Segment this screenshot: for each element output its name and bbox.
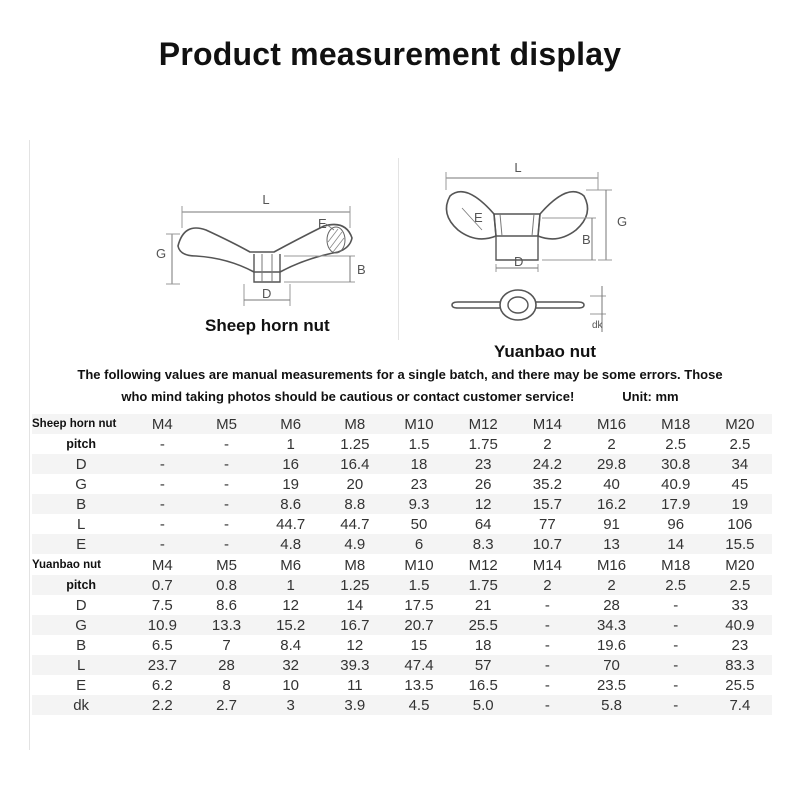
table-cell: 6 [387,534,451,554]
dim-label-L: L [514,160,522,175]
table-cell: - [194,454,258,474]
table-cell: 17.9 [644,494,708,514]
table-cell: 2 [607,435,616,453]
table-cell: - [644,655,708,675]
table-cell: 35.2 [532,475,562,493]
table-cell: - [544,596,550,614]
table-cell: 50 [410,515,428,533]
table-cell: 106 [727,515,753,533]
table-cell: 18 [387,454,451,474]
table-cell: 64 [474,515,492,533]
size-header: M20 [708,414,772,434]
sheep-horn-nut-caption: Sheep horn nut [205,316,330,335]
table-cell: 14 [346,596,364,614]
unit-label: Unit: mm [622,389,679,404]
table-cell: 19.6 [596,636,627,654]
table-row [32,695,772,715]
dim-label-L: L [262,192,270,207]
table-cell: 2.5 [644,575,708,595]
table-cell: 25.5 [451,615,515,635]
dim-label-G: G [156,246,167,261]
size-header: M10 [387,414,451,434]
row-label: L [76,515,86,533]
table-row [32,494,772,514]
dim-label-B: B [582,232,591,247]
row-label: L [32,655,130,675]
size-header: M4 [151,556,173,574]
table-cell: 10.9 [130,615,194,635]
notice-line-2-wrap [40,386,760,408]
table-cell: 2 [579,575,643,595]
yuanbao-nut-table [32,555,772,715]
table-cell: 23 [410,475,428,493]
table-cell: - [515,615,579,635]
table-cell: - [224,435,229,453]
table-cell: 3.9 [323,695,387,715]
measurement-notice [40,364,760,408]
table-row [32,635,772,655]
table-cell: 13.3 [194,615,258,635]
table-cell: 8.3 [451,534,515,554]
yuanbao-nut-diagram [436,156,636,336]
table-cell: - [159,435,165,453]
table-cell: - [673,676,679,694]
table-cell: 2.5 [729,435,751,453]
table-row [32,514,772,534]
table-cell: - [224,515,229,533]
table-cell: 12 [282,596,300,614]
table-cell: - [130,454,194,474]
table-cell: 2.5 [708,575,772,595]
table-cell: 7 [222,636,231,654]
table-cell: - [159,515,165,533]
table-row [32,675,772,695]
table-header-row [32,555,772,575]
table-cell: 1.25 [323,575,387,595]
table-cell: 10.7 [515,534,579,554]
notice-line-2: who mind taking photos should be cautious or contact customer service! [121,389,575,404]
table-cell: 0.7 [130,575,194,595]
table-row [32,615,772,635]
table-cell: - [673,596,679,614]
table-cell: - [159,475,165,493]
row-label: B [32,494,130,514]
table-cell: 1.5 [408,435,430,453]
table-cell: - [644,615,708,635]
row-label: pitch [32,575,130,595]
size-header: M6 [280,556,302,574]
size-header: M5 [216,556,237,574]
dim-label-D: D [262,286,272,301]
group-label: Sheep horn nut [32,414,130,434]
table-cell: 30.8 [644,454,708,474]
table-cell: 19 [708,494,772,514]
table-cell: 8 [222,676,231,694]
table-cell: 4.9 [323,534,387,554]
table-cell: 6.5 [151,636,173,654]
sheep-horn-nut-diagram [150,186,380,308]
table-cell: - [515,695,579,715]
table-cell: - [544,676,550,694]
size-header: M20 [725,556,755,574]
table-cell: 5.0 [451,695,515,715]
table-cell: 26 [474,475,492,493]
table-cell: 34.3 [579,615,643,635]
row-label: E [76,676,87,694]
table-row [32,575,772,595]
table-cell: 16 [259,454,323,474]
table-cell: 23.7 [130,655,194,675]
table-cell: 17.5 [404,596,434,614]
table-cell: 28 [603,596,620,614]
table-cell: 1 [286,435,295,453]
yuanbao-nut-caption: Yuanbao nut [494,342,596,361]
table-cell: 45 [731,475,749,493]
dim-label-B: B [357,262,366,277]
table-cell: - [673,636,679,654]
table-cell: 0.8 [194,575,258,595]
table-cell: 6.2 [151,676,173,694]
table-row [32,595,772,615]
table-cell: 1.5 [387,575,451,595]
size-header: M6 [259,414,323,434]
row-label: G [32,615,130,635]
row-label: D [32,454,130,474]
table-cell: 18 [474,636,492,654]
table-cell: 16.7 [323,615,387,635]
size-header: M18 [661,556,691,574]
size-header: M16 [579,414,643,434]
table-cell: 12 [346,636,364,654]
size-header: M18 [644,414,708,434]
table-row [32,534,772,554]
table-cell: 5.8 [579,695,643,715]
table-cell: 10 [282,676,300,694]
table-cell: - [515,655,579,675]
table-cell: 8.6 [216,596,237,614]
table-cell: 29.8 [579,454,643,474]
table-cell: 24.2 [515,454,579,474]
table-cell: 12 [451,494,515,514]
size-header: M14 [532,556,562,574]
table-cell: 15.5 [708,534,772,554]
table-cell: 91 [603,515,620,533]
table-cell: 40.9 [661,475,691,493]
table-cell: 83.3 [708,655,772,675]
table-cell: 4.8 [259,534,323,554]
table-cell: 3 [259,695,323,715]
table-cell: 2 [515,575,579,595]
size-header: M8 [344,556,366,574]
size-header: M8 [323,414,387,434]
table-cell: 15.7 [515,494,579,514]
table-row [32,655,772,675]
dim-label-E: E [474,210,483,225]
dim-label-dk: dk [592,320,603,331]
size-header: M4 [130,414,194,434]
table-cell: 23 [451,454,515,474]
dim-label-D: D [514,254,524,269]
size-header: M5 [194,414,258,434]
table-cell: 7.5 [151,596,173,614]
table-cell: 70 [579,655,643,675]
table-cell: 1.25 [340,435,370,453]
table-cell: 25.5 [725,676,755,694]
size-header: M16 [596,556,627,574]
table-cell: 77 [539,515,556,533]
table-cell: 9.3 [387,494,451,514]
table-cell: 7.4 [708,695,772,715]
frame-line-middle [398,158,399,340]
table-cell: 2.7 [194,695,258,715]
table-row [32,434,772,454]
table-cell: 23.5 [596,676,627,694]
table-cell: 8.6 [259,494,323,514]
table-cell: 14 [644,534,708,554]
table-cell: 39.3 [323,655,387,675]
table-cell: - [224,475,229,493]
table-cell: 40.9 [708,615,772,635]
table-cell: 96 [667,515,685,533]
row-label: G [75,475,87,493]
notice-line-1: The following values are manual measurements for a single batch, and there may be some errors. Those [77,367,723,382]
table-cell: 44.7 [276,515,306,533]
size-header: M12 [451,414,515,434]
table-cell: 2.2 [130,695,194,715]
table-row [32,454,772,474]
page-title: Product measurement display [158,36,622,72]
table-cell: 1 [259,575,323,595]
row-label: dk [32,695,130,715]
dim-label-E: E [318,216,327,231]
size-header: M12 [468,556,498,574]
table-cell: 13.5 [404,676,434,694]
row-label: pitch [66,437,97,451]
table-cell: - [544,636,550,654]
table-cell: 16.2 [579,494,643,514]
table-cell: 16.4 [323,454,387,474]
table-cell: 8.4 [280,636,302,654]
table-cell: 15 [410,636,428,654]
table-cell: 1.75 [468,435,498,453]
table-cell: 4.5 [387,695,451,715]
table-cell: 15.2 [259,615,323,635]
table-cell: 40 [603,475,620,493]
dim-label-G: G [617,214,628,229]
table-cell: 34 [708,454,772,474]
size-header: M10 [404,556,434,574]
table-cell: 32 [259,655,323,675]
table-header-row [32,414,772,434]
table-cell: 1.75 [451,575,515,595]
table-cell: - [130,534,194,554]
table-cell: - [194,494,258,514]
table-cell: - [194,534,258,554]
table-cell: 20.7 [387,615,451,635]
table-cell: 13 [579,534,643,554]
table-cell: 2 [543,435,552,453]
row-label: D [75,596,87,614]
size-header: M14 [515,414,579,434]
table-cell: 21 [474,596,492,614]
sheep-horn-nut-table [32,414,772,554]
table-cell: 47.4 [387,655,451,675]
group-label: Yuanbao nut [32,559,101,571]
table-cell: 8.8 [323,494,387,514]
table-cell: 16.5 [468,676,498,694]
row-label: E [32,534,130,554]
table-cell: 2.5 [665,435,687,453]
table-cell: - [130,494,194,514]
table-row [32,474,772,494]
table-cell: 19 [282,475,300,493]
table-cell: 23 [731,636,749,654]
table-cell: - [644,695,708,715]
table-cell: 57 [451,655,515,675]
table-cell: 28 [194,655,258,675]
table-cell: 33 [731,596,749,614]
table-cell: 44.7 [340,515,370,533]
frame-line-left [29,140,30,750]
row-label: B [76,636,87,654]
table-cell: 20 [346,475,364,493]
table-cell: 11 [347,676,363,694]
